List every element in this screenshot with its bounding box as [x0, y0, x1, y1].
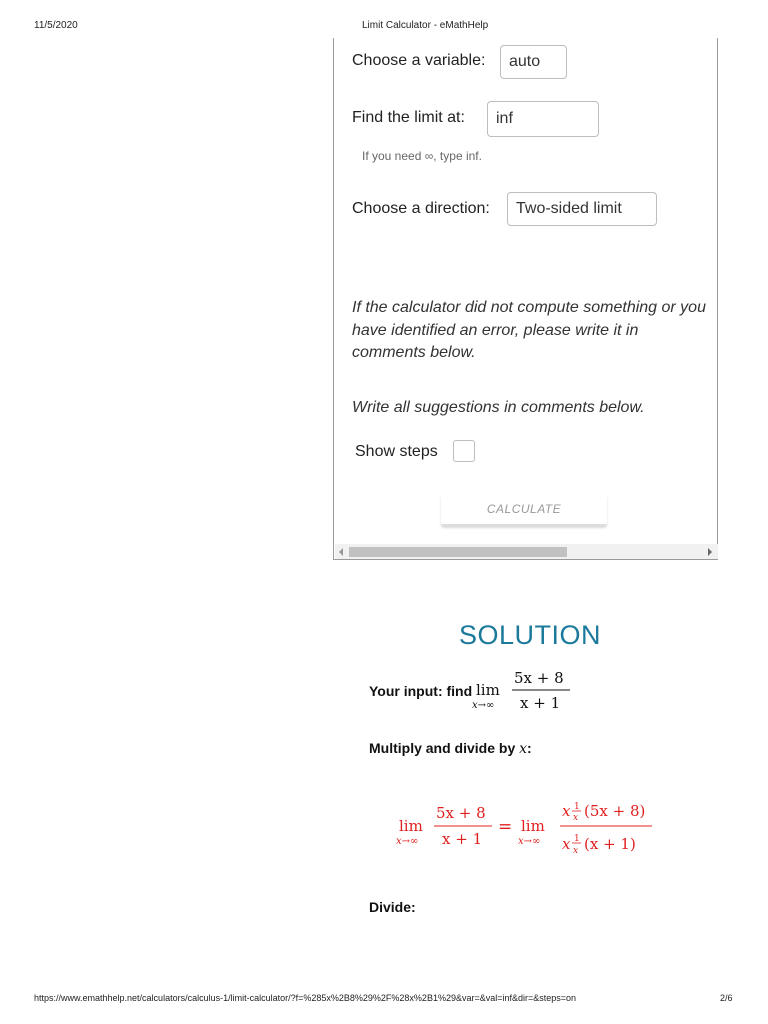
calculate-button[interactable]: CALCULATE — [441, 494, 607, 526]
multiply-text: Multiply and divide by — [369, 740, 516, 756]
infinity-hint: If you need ∞, type inf. — [362, 149, 482, 163]
direction-select[interactable]: Two-sided limit — [507, 192, 657, 226]
right-den-coef: x — [562, 835, 571, 853]
multiply-var: x — [519, 741, 528, 757]
right-num-coef: x — [562, 802, 571, 820]
fraction-numerator: 5x + 8 — [514, 669, 564, 687]
lim-sub-left: x→∞ — [396, 836, 419, 847]
right-num-rest: (5x + 8) — [584, 802, 646, 820]
left-denominator: x + 1 — [442, 830, 483, 848]
scroll-right-icon[interactable] — [708, 548, 712, 556]
limit-point-input[interactable]: inf — [487, 101, 599, 137]
print-date: 11/5/2020 — [34, 20, 78, 31]
horizontal-scrollbar[interactable] — [335, 544, 718, 559]
lim-text: lim — [476, 681, 500, 699]
solution-heading: SOLUTION — [459, 620, 602, 650]
show-steps-label: Show steps — [355, 443, 438, 460]
lim-sub: x→∞ — [472, 700, 495, 711]
right-num-small-den: x — [573, 813, 579, 823]
suggestions-note: Write all suggestions in comments below. — [352, 399, 645, 416]
lim-sub-right: x→∞ — [518, 836, 541, 847]
lim-text-left: lim — [399, 817, 423, 835]
print-url: https://www.emathhelp.net/calculators/calculus-1/limit-calculator/?f=%285x%2B8%29%2F%28x%2B1%29&var=&val=inf&dir=&steps=on — [34, 993, 577, 1003]
your-input-label: Your input: find — [369, 683, 473, 699]
left-numerator: 5x + 8 — [436, 804, 486, 822]
equals-sign: = — [498, 817, 513, 837]
print-page-title: Limit Calculator - eMathHelp — [362, 20, 489, 31]
multiply-step-equation — [394, 796, 664, 860]
error-note: If the calculator did not compute something or you have identified an error, please write it in comments below. — [352, 299, 706, 361]
right-den-rest: (x + 1) — [584, 835, 636, 853]
print-page-number: 2/6 — [720, 993, 733, 1003]
divide-label: Divide: — [369, 899, 416, 915]
right-num-one: 1 — [574, 802, 580, 812]
show-steps-checkbox[interactable] — [453, 440, 475, 462]
scroll-left-icon[interactable] — [339, 548, 343, 556]
right-den-small-den: x — [573, 846, 579, 856]
multiply-colon: : — [527, 740, 532, 756]
right-den-one: 1 — [574, 834, 580, 844]
variable-input[interactable]: auto — [500, 45, 567, 79]
direction-label: Choose a direction: — [352, 200, 490, 217]
variable-label: Choose a variable: — [352, 52, 486, 69]
scrollbar-thumb[interactable] — [349, 547, 567, 557]
fraction-denominator: x + 1 — [520, 694, 561, 712]
multiply-label — [369, 740, 532, 757]
limit-point-label: Find the limit at: — [352, 109, 465, 126]
lim-text-right: lim — [521, 817, 545, 835]
input-limit-expression — [470, 664, 580, 716]
